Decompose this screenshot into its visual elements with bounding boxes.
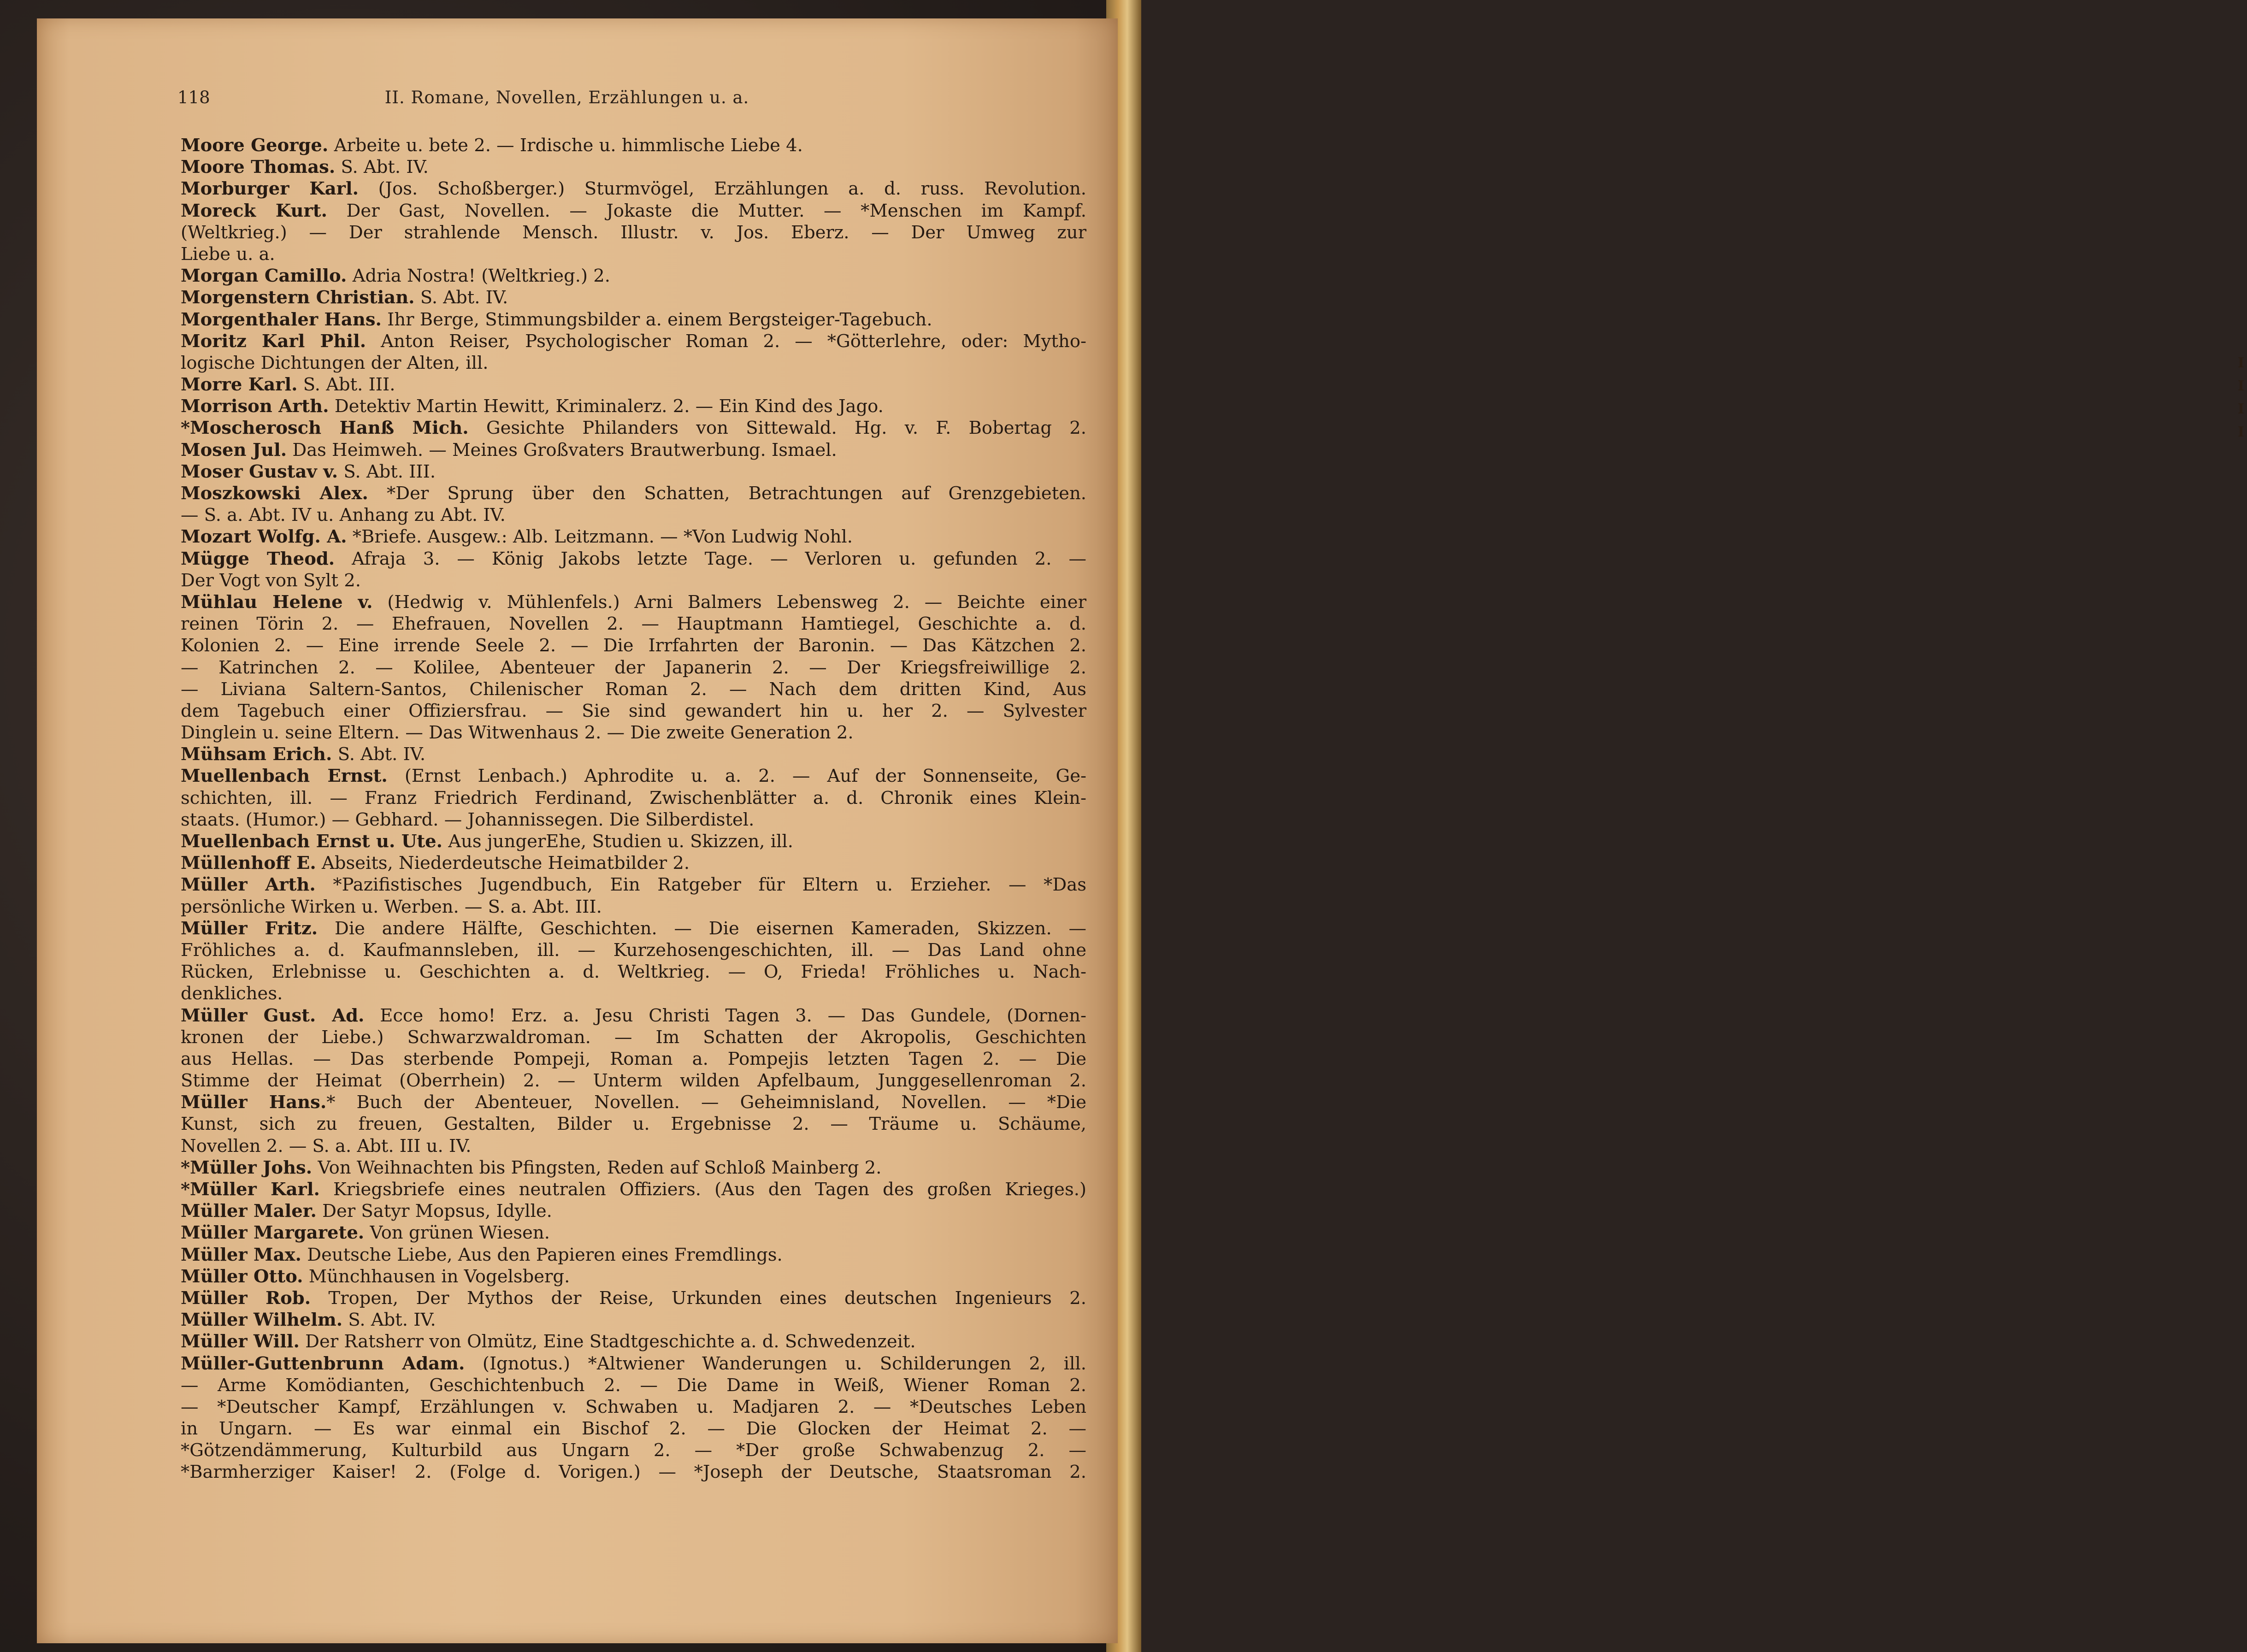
entry-text: Anton Reiser, Psychologischer Roman 2. — *Götterlehre, oder: Mytho- — [366, 330, 1087, 352]
entry-continuation-line — [181, 939, 1086, 961]
author-name: Mosen Jul. — [181, 439, 287, 460]
entry-text: Münchhausen in Vogelsberg. — [303, 1266, 570, 1287]
entry-text: S. Abt. IV. — [335, 157, 429, 178]
entry-text: Dinglein u. seine Eltern. — Das Witwenhaus 2. — Die zweite Generation 2. — [181, 722, 854, 743]
author-name: Müller-Guttenbrunn Adam. — [181, 1353, 465, 1374]
author-name: Müller Hans. — [181, 1092, 327, 1113]
entry-line — [181, 135, 1086, 156]
entry-line — [181, 765, 1086, 787]
entry-continuation-line — [181, 613, 1086, 635]
author-name: Morgenstern Christian. — [181, 287, 415, 308]
entry-line — [181, 1266, 1086, 1287]
entry-text: Abseits, Niederdeutsche Heimatbilder 2. — [316, 853, 690, 874]
author-name: Mühsam Erich. — [181, 744, 332, 765]
entry-continuation-line — [181, 222, 1086, 243]
entry-line — [181, 330, 1086, 352]
author-name: Müller Wilhelm. — [181, 1310, 343, 1331]
entry-text: persönliche Wirken u. Werben. — S. a. Abt. III. — [181, 896, 602, 917]
entry-text: Das Heimweh. — Meines Großvaters Brautwerbung. Ismael. — [287, 439, 837, 460]
entry-text: Detektiv Martin Hewitt, Kriminalerz. 2. — Ein Kind des Jago. — [329, 396, 884, 417]
author-name: Mozart Wolfg. A. — [181, 526, 347, 548]
edge-letter: I — [2238, 355, 2245, 371]
entry-line — [181, 1179, 1086, 1200]
entry-text: Tropen, Der Mythos der Reise, Urkunden eines deutschen Ingenieurs 2. — [311, 1287, 1086, 1309]
entry-continuation-line — [181, 1113, 1086, 1135]
author-name: Müller Rob. — [181, 1287, 311, 1309]
entry-continuation-line — [181, 787, 1086, 809]
author-name: Morre Karl. — [181, 374, 298, 395]
author-name: Mühlau Helene v. — [181, 591, 373, 613]
page-header — [177, 88, 956, 115]
entry-line — [181, 309, 1086, 330]
entry-text: Ihr Berge, Stimmungsbilder a. einem Bergsteiger-Tagebuch. — [381, 309, 932, 330]
author-name: *Müller Karl. — [181, 1179, 320, 1200]
entry-text: Rücken, Erlebnisse u. Geschichten a. d. Weltkrieg. — O, Frieda! Fröhliches u. Nach- — [181, 962, 1086, 983]
entry-line — [181, 1200, 1086, 1222]
author-name: Morburger Karl. — [181, 178, 359, 200]
entry-text: Afraja 3. — König Jakobs letzte Tage. — Verloren u. gefunden 2. — — [335, 548, 1086, 569]
entry-text: in Ungarn. — Es war einmal ein Bischof 2. — Die Glocken der Heimat 2. — — [181, 1418, 1086, 1440]
bibliography-listing — [181, 135, 1086, 1483]
entry-text: schichten, ill. — Franz Friedrich Ferdinand, Zwischenblätter a. d. Chronik eines Klein- — [181, 787, 1086, 808]
edge-letter: I — [2238, 401, 2245, 417]
entry-line — [181, 852, 1086, 874]
author-name: Moszkowski Alex. — [181, 483, 368, 504]
author-name: Müller Max. — [181, 1244, 301, 1265]
entry-text: Liebe u. a. — [181, 243, 275, 265]
author-name: Müller Gust. Ad. — [181, 1005, 365, 1026]
entry-continuation-line — [181, 809, 1086, 831]
entry-text: Stimme der Heimat (Oberrhein) 2. — Unterm wilden Apfelbaum, Junggesellenroman 2. — [181, 1070, 1086, 1092]
entry-text: S. Abt. III. — [338, 461, 436, 482]
entry-continuation-line — [181, 1135, 1086, 1157]
author-name: *Moscherosch Hanß Mich. — [181, 418, 469, 439]
entry-text: * Buch der Abenteuer, Novellen. — Geheimnisland, Novellen. — *Die — [326, 1092, 1086, 1113]
entry-line — [181, 439, 1086, 461]
entry-text: reinen Törin 2. — Ehefrauen, Novellen 2. — Hauptmann Hamtiegel, Geschichte a. d. — [181, 614, 1086, 635]
entry-text: Von Weihnachten bis Pfingsten, Reden auf Schloß Mainberg 2. — [312, 1157, 882, 1178]
author-name: Morgenthaler Hans. — [181, 309, 382, 330]
entry-continuation-line — [181, 657, 1086, 678]
entry-text: *Barmherziger Kaiser! 2. (Folge d. Vorigen.) — *Joseph der Deutsche, Staatsroman 2. — [181, 1462, 1086, 1483]
entry-continuation-line — [181, 961, 1086, 983]
author-name: Moser Gustav v. — [181, 461, 338, 482]
entry-text: S. Abt. IV. — [332, 744, 426, 765]
entry-text: (Weltkrieg.) — Der strahlende Mensch. Illustr. v. Jos. Eberz. — Der Umweg zur — [181, 222, 1086, 243]
author-name: Moreck Kurt. — [181, 200, 327, 221]
author-name: Moore George. — [181, 135, 329, 156]
entry-line — [181, 287, 1086, 308]
author-name: Moritz Karl Phil. — [181, 330, 366, 352]
entry-text: Fröhliches a. d. Kaufmannsleben, ill. — Kurzehosengeschichten, ill. — Das Land ohne — [181, 939, 1086, 961]
page-number: 118 — [177, 88, 210, 107]
author-name: *Müller Johs. — [181, 1157, 313, 1178]
entry-text: Der Vogt von Sylt 2. — [181, 570, 361, 591]
entry-text: Die andere Hälfte, Geschichten. — Die eisernen Kameraden, Skizzen. — — [318, 918, 1086, 939]
entry-text: *Briefe. Ausgew.: Alb. Leitzmann. — *Von Ludwig Nohl. — [347, 526, 853, 548]
entry-line — [181, 417, 1086, 439]
entry-text: Kunst, sich zu freuen, Gestalten, Bilder u. Ergebnisse 2. — Träume u. Schäume, — [181, 1114, 1086, 1135]
entry-text: Der Gast, Novellen. — Jokaste die Mutter. — *Menschen im Kampf. — [327, 200, 1086, 221]
entry-text: S. Abt. III. — [297, 374, 395, 395]
entry-line — [181, 200, 1086, 222]
entry-text: dem Tagebuch einer Offiziersfrau. — Sie sind gewandert hin u. her 2. — Sylvester — [181, 700, 1086, 721]
entry-continuation-line — [181, 1048, 1086, 1070]
entry-text: Deutsche Liebe, Aus den Papieren eines Fremdlings. — [301, 1244, 783, 1265]
entry-text: (Ignotus.) *Altwiener Wanderungen u. Schilderungen 2, ill. — [465, 1353, 1086, 1374]
entry-text: Aus jungerEhe, Studien u. Skizzen, ill. — [442, 831, 793, 852]
entry-line — [181, 743, 1086, 765]
entry-continuation-line — [181, 1418, 1086, 1440]
author-name: Müller Maler. — [181, 1201, 317, 1222]
entry-continuation-line — [181, 1396, 1086, 1418]
entry-text: Ecce homo! Erz. a. Jesu Christi Tagen 3. — Das Gundele, (Dornen- — [364, 1005, 1087, 1026]
entry-line — [181, 1005, 1086, 1027]
running-title: II. Romane, Novellen, Erzählungen u. a. — [384, 88, 749, 107]
entry-line — [181, 874, 1086, 896]
entry-text: denkliches. — [181, 983, 283, 1004]
entry-text: (Hedwig v. Mühlenfels.) Arni Balmers Lebensweg 2. — Beichte einer — [372, 591, 1086, 613]
entry-continuation-line — [181, 1070, 1086, 1092]
author-name: Müller Otto. — [181, 1266, 303, 1287]
entry-line — [181, 1287, 1086, 1309]
entry-line — [181, 1244, 1086, 1266]
entry-continuation-line — [181, 1461, 1086, 1483]
edge-letter: I — [2238, 424, 2245, 440]
author-name: Moore Thomas. — [181, 157, 336, 178]
entry-continuation-line — [181, 1027, 1086, 1048]
entry-line — [181, 831, 1086, 852]
entry-text: (Ernst Lenbach.) Aphrodite u. a. 2. — Auf der Sonnenseite, Ge- — [387, 766, 1087, 787]
author-name: Mügge Theod. — [181, 548, 335, 569]
entry-line — [181, 591, 1086, 613]
entry-continuation-line — [181, 1440, 1086, 1461]
entry-text: staats. (Humor.) — Gebhard. — Johannissegen. Die Silberdistel. — [181, 809, 755, 830]
entry-text: Kolonien 2. — Eine irrende Seele 2. — Die Irrfahrten der Baronin. — Das Kätzchen 2. — [181, 635, 1086, 656]
entry-text: — S. a. Abt. IV u. Anhang zu Abt. IV. — [181, 505, 506, 526]
entry-line — [181, 156, 1086, 178]
entry-text: Arbeite u. bete 2. — Irdische u. himmlische Liebe 4. — [328, 135, 803, 156]
entry-line — [181, 395, 1086, 417]
entry-text: S. Abt. IV. — [342, 1310, 436, 1331]
entry-continuation-line — [181, 983, 1086, 1004]
entry-line — [181, 483, 1086, 504]
entry-continuation-line — [181, 678, 1086, 700]
entry-text: *Pazifistisches Jugendbuch, Ein Ratgeber für Eltern u. Erzieher. — *Das — [315, 874, 1086, 896]
entry-text: — Arme Komödianten, Geschichtenbuch 2. — Die Dame in Weiß, Wiener Roman 2. — [181, 1375, 1086, 1396]
author-name: Morrison Arth. — [181, 396, 329, 417]
entry-line — [181, 1222, 1086, 1244]
entry-text: (Jos. Schoßberger.) Sturmvögel, Erzählungen a. d. russ. Revolution. — [359, 178, 1086, 200]
entry-text: Novellen 2. — S. a. Abt. III u. IV. — [181, 1135, 472, 1156]
entry-line — [181, 1092, 1086, 1113]
edge-letter: I — [2238, 378, 2245, 394]
author-name: Müller Margarete. — [181, 1222, 365, 1244]
entry-line — [181, 461, 1086, 483]
entry-line — [181, 1331, 1086, 1352]
entry-text: Gesichte Philanders von Sittewald. Hg. v. F. Bobertag 2. — [468, 418, 1087, 439]
entry-continuation-line — [181, 635, 1086, 656]
author-name: Müller Arth. — [181, 874, 316, 896]
entry-continuation-line — [181, 504, 1086, 526]
entry-text: Der Satyr Mopsus, Idylle. — [316, 1201, 552, 1222]
author-name: Muellenbach Ernst u. Ute. — [181, 831, 443, 852]
author-name: Muellenbach Ernst. — [181, 766, 388, 787]
entry-continuation-line — [181, 243, 1086, 265]
entry-text: *Götzendämmerung, Kulturbild aus Ungarn 2. — *Der große Schwabenzug 2. — — [181, 1440, 1086, 1461]
entry-text: — Katrinchen 2. — Kolilee, Abenteuer der Japanerin 2. — Der Kriegsfreiwillige 2. — [181, 657, 1086, 678]
entry-text: *Der Sprung über den Schatten, Betrachtungen auf Grenzgebieten. — [368, 483, 1086, 504]
entry-text: aus Hellas. — Das sterbende Pompeji, Roman a. Pompejis letzten Tagen 2. — Die — [181, 1048, 1086, 1069]
entry-line — [181, 1353, 1086, 1375]
entry-line — [181, 374, 1086, 395]
entry-text: — *Deutscher Kampf, Erzählungen v. Schwaben u. Madjaren 2. — *Deutsches Leben — [181, 1396, 1086, 1417]
entry-continuation-line — [181, 700, 1086, 722]
entry-text: Kriegsbriefe eines neutralen Offiziers. (Aus den Tagen des großen Krieges.) — [319, 1179, 1086, 1200]
entry-text: S. Abt. IV. — [414, 287, 508, 308]
entry-continuation-line — [181, 1375, 1086, 1396]
entry-text: — Liviana Saltern-Santos, Chilenischer Roman 2. — Nach dem dritten Kind, Aus — [181, 678, 1086, 700]
author-name: Müller Fritz. — [181, 918, 318, 939]
author-name: Müller Will. — [181, 1331, 300, 1352]
entry-text: logische Dichtungen der Alten, ill. — [181, 352, 489, 373]
entry-text: Der Ratsherr von Olmütz, Eine Stadtgeschichte a. d. Schwedenzeit. — [299, 1331, 916, 1352]
entry-line — [181, 548, 1086, 570]
entry-line — [181, 918, 1086, 939]
entry-line — [181, 1157, 1086, 1179]
author-name: Morgan Camillo. — [181, 266, 347, 287]
entry-line — [181, 265, 1086, 287]
entry-line — [181, 178, 1086, 200]
entry-text: Adria Nostra! (Weltkrieg.) 2. — [347, 266, 610, 287]
author-name: Müllenhoff E. — [181, 853, 316, 874]
entry-continuation-line — [181, 722, 1086, 743]
entry-continuation-line — [181, 896, 1086, 918]
entry-text: Von grünen Wiesen. — [364, 1222, 550, 1244]
entry-continuation-line — [181, 352, 1086, 374]
entry-line — [181, 526, 1086, 548]
entry-text: kronen der Liebe.) Schwarzwaldroman. — Im Schatten der Akropolis, Geschichten — [181, 1027, 1086, 1048]
entry-line — [181, 1309, 1086, 1331]
entry-continuation-line — [181, 570, 1086, 591]
